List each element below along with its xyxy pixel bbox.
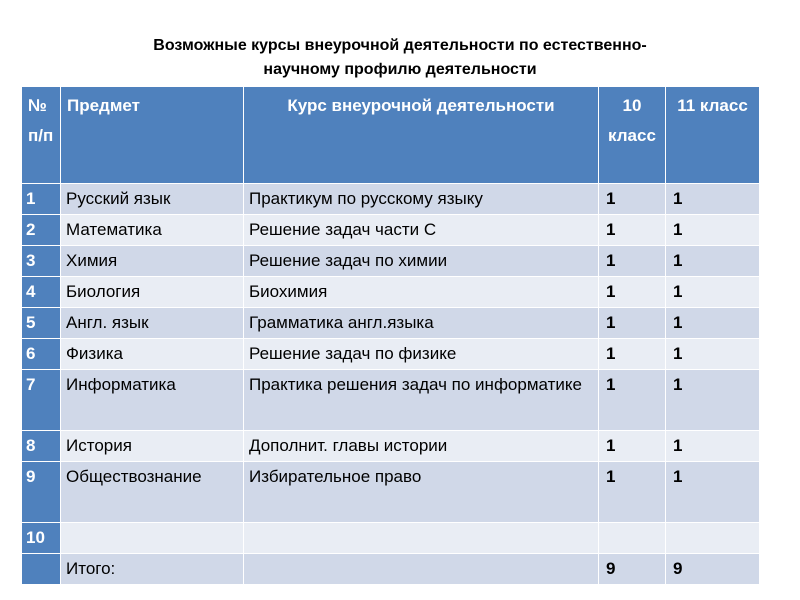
total-label: Итого:	[61, 554, 244, 585]
row-grade-10: 1	[599, 370, 666, 431]
row-num: 4	[22, 277, 61, 308]
table-row	[22, 370, 760, 431]
row-grade-11: 1	[666, 431, 760, 462]
row-num: 6	[22, 339, 61, 370]
row-grade-11: 1	[666, 246, 760, 277]
courses-table	[21, 86, 760, 585]
row-num: 9	[22, 462, 61, 523]
row-course	[244, 554, 599, 585]
row-course: Решение задач по физике	[244, 339, 599, 370]
table-row	[22, 462, 760, 523]
table-row	[22, 184, 760, 215]
row-subject: Англ. язык	[61, 308, 244, 339]
row-num: 5	[22, 308, 61, 339]
row-grade-10: 1	[599, 277, 666, 308]
row-grade-10: 1	[599, 431, 666, 462]
row-grade-10: 1	[599, 308, 666, 339]
row-grade-10: 1	[599, 462, 666, 523]
row-course: Биохимия	[244, 277, 599, 308]
row-grade-11: 1	[666, 215, 760, 246]
header-subject: Предмет	[61, 87, 244, 184]
row-num: 2	[22, 215, 61, 246]
row-grade-10	[599, 523, 666, 554]
row-subject: Математика	[61, 215, 244, 246]
row-course: Решение задач по химии	[244, 246, 599, 277]
row-grade-10: 1	[599, 184, 666, 215]
table-row	[22, 246, 760, 277]
row-grade-10: 1	[599, 246, 666, 277]
row-grade-11: 1	[666, 308, 760, 339]
page-title-line-1: Возможные курсы внеурочной деятельности по естественно-	[153, 37, 647, 54]
row-num	[22, 554, 61, 585]
row-course: Практика решения задач по информатике	[244, 370, 599, 431]
total-grade-11: 9	[666, 554, 760, 585]
row-subject: Физика	[61, 339, 244, 370]
header-grade-10: 10 класс	[599, 87, 666, 184]
row-course: Решение задач части С	[244, 215, 599, 246]
table-header-row	[22, 87, 760, 184]
row-course: Практикум по русскому языку	[244, 184, 599, 215]
table-row	[22, 308, 760, 339]
row-subject: Информатика	[61, 370, 244, 431]
row-num: 1	[22, 184, 61, 215]
row-subject: Химия	[61, 246, 244, 277]
row-subject: Русский язык	[61, 184, 244, 215]
row-num: 8	[22, 431, 61, 462]
table-row	[22, 277, 760, 308]
header-grade-11: 11 класс	[666, 87, 760, 184]
row-course	[244, 523, 599, 554]
row-grade-11: 1	[666, 462, 760, 523]
page-title-line-2: научному профилю деятельности	[263, 61, 537, 78]
row-num: 7	[22, 370, 61, 431]
row-grade-11: 1	[666, 339, 760, 370]
row-subject: История	[61, 431, 244, 462]
row-subject	[61, 523, 244, 554]
table-row-total	[22, 554, 760, 585]
row-grade-11	[666, 523, 760, 554]
header-course: Курс внеурочной деятельности	[244, 87, 599, 184]
table-row	[22, 431, 760, 462]
row-grade-11: 1	[666, 277, 760, 308]
table-row	[22, 523, 760, 554]
row-course: Дополнит. главы истории	[244, 431, 599, 462]
row-grade-11: 1	[666, 184, 760, 215]
table-row	[22, 215, 760, 246]
row-course: Избирательное право	[244, 462, 599, 523]
header-num: № п/п	[22, 87, 61, 184]
table-row	[22, 339, 760, 370]
row-grade-10: 1	[599, 339, 666, 370]
row-grade-10: 1	[599, 215, 666, 246]
row-num: 3	[22, 246, 61, 277]
row-grade-11: 1	[666, 370, 760, 431]
row-course: Грамматика англ.языка	[244, 308, 599, 339]
row-num: 10	[22, 523, 61, 554]
row-subject: Биология	[61, 277, 244, 308]
page-title	[0, 34, 800, 82]
total-grade-10: 9	[599, 554, 666, 585]
row-subject: Обществознание	[61, 462, 244, 523]
